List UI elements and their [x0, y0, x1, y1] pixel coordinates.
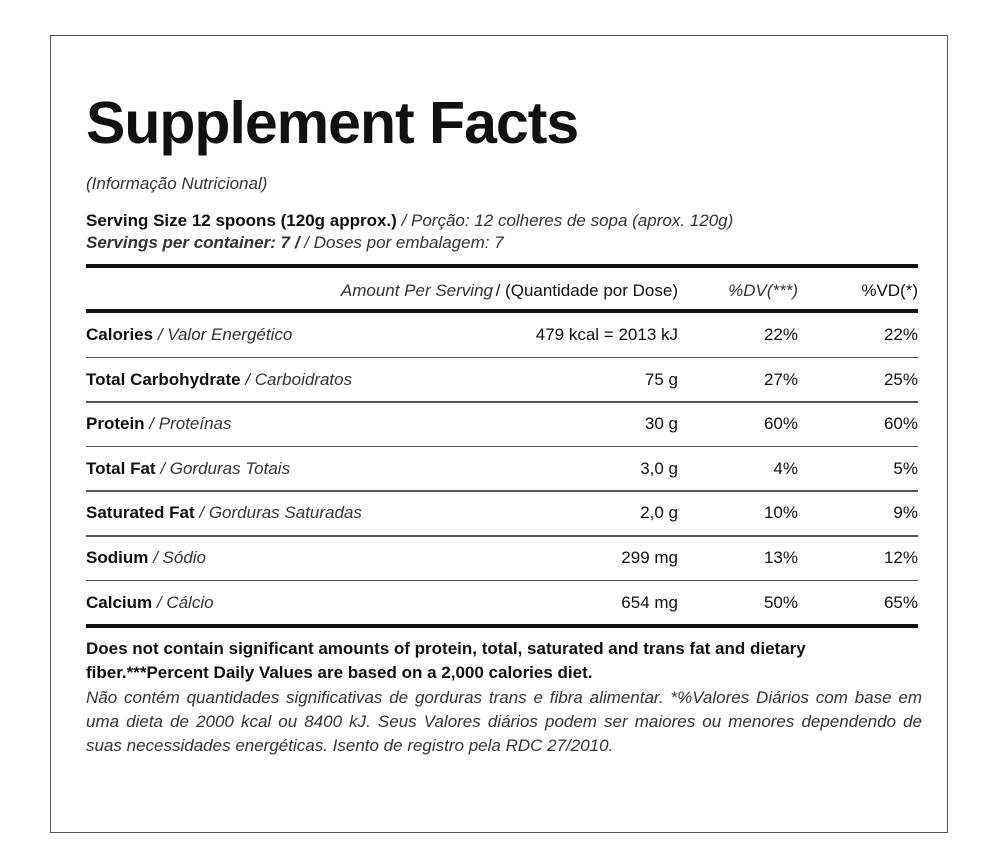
- nutrient-amount: 75 g: [644, 369, 678, 389]
- servings-per-container-en: Servings per container: 7: [86, 233, 291, 252]
- nutrient-vd: 22%: [883, 325, 918, 344]
- supplement-facts-panel: [50, 35, 948, 833]
- nutrient-dv: 22%: [763, 325, 798, 344]
- nutrient-amount: 3,0 g: [640, 458, 678, 478]
- nutrient-name-pt: / Sódio: [153, 548, 207, 567]
- nutrient-amount: 654 mg: [621, 592, 678, 612]
- footnote-en: Does not contain significant amounts of protein, total, saturated and trans fat and dietary fiber.***Percent Daily Values are based on a 2,000 calories diet.: [86, 639, 806, 682]
- nutrient-name: [86, 503, 362, 522]
- nutrient-vd: 65%: [883, 592, 918, 612]
- nutrient-name-pt: / Gorduras Saturadas: [199, 503, 362, 523]
- table-row: [86, 358, 918, 402]
- serving-size-pt: / Porção: 12 colheres de sopa (aprox. 120g): [401, 211, 734, 230]
- nutrient-dv: 13%: [763, 548, 798, 567]
- nutrient-name: [86, 370, 352, 389]
- nutrient-name: [86, 593, 214, 612]
- header-quantity: / (Quantidade por Dose): [495, 281, 678, 300]
- nutrient-vd: 9%: [893, 503, 918, 523]
- table-row: [86, 313, 918, 357]
- nutrient-dv: 60%: [763, 414, 798, 434]
- nutrient-amount: 479 kcal = 2013 kJ: [535, 325, 678, 344]
- nutrient-name-pt: / Proteínas: [149, 414, 232, 434]
- nutrient-name-en: Calcium: [86, 592, 153, 612]
- nutrient-dv: 27%: [763, 369, 798, 389]
- nutrient-name-en: Total Carbohydrate: [86, 369, 241, 389]
- serving-info: [86, 210, 733, 254]
- nutrient-amount: 299 mg: [621, 548, 678, 567]
- table-row: [86, 447, 918, 491]
- header-dv: %DV(***): [728, 281, 798, 300]
- servings-per-container-line: Servings per container: 7 / / Doses por embalagem: 7: [86, 233, 504, 252]
- nutrient-name-pt: / Gorduras Totais: [160, 458, 291, 478]
- nutrient-name-en: Protein: [86, 414, 145, 434]
- nutrient-name: [86, 459, 290, 478]
- nutrient-name-pt: / Valor Energético: [157, 325, 293, 344]
- nutrient-name: [86, 325, 292, 344]
- nutrient-vd: 60%: [883, 414, 918, 434]
- nutrient-vd: 12%: [883, 548, 918, 567]
- nutrient-vd: 5%: [893, 458, 918, 478]
- nutrient-name: [86, 548, 206, 567]
- table-row: [86, 402, 918, 446]
- nutrient-dv: 4%: [773, 458, 798, 478]
- nutrient-name-en: Total Fat: [86, 458, 156, 478]
- thick-divider: [86, 264, 918, 268]
- nutrient-name-pt: / Cálcio: [156, 592, 214, 612]
- nutrient-amount: 2,0 g: [640, 503, 678, 523]
- serving-size-line: [86, 210, 733, 232]
- page-title: Supplement Facts: [86, 90, 579, 156]
- table-row: [86, 581, 918, 625]
- servings-per-container-pt: / Doses por embalagem: 7: [304, 233, 504, 252]
- nutrient-name-en: Sodium: [86, 548, 149, 567]
- nutrient-dv: 10%: [763, 503, 798, 523]
- table-row: [86, 536, 918, 580]
- nutrient-vd: 25%: [883, 369, 918, 389]
- thick-divider: [86, 624, 918, 628]
- nutrient-name-en: Calories: [86, 325, 154, 344]
- serving-size-en: Serving Size 12 spoons (120g approx.): [86, 211, 397, 230]
- nutrient-name-en: Saturated Fat: [86, 503, 195, 523]
- header-amount: Amount Per Serving: [340, 281, 493, 300]
- nutrient-name-pt: / Carboidratos: [245, 369, 353, 389]
- table-header: [86, 276, 918, 306]
- nutrient-amount: 30 g: [644, 414, 678, 434]
- subtitle: (Informação Nutricional): [86, 174, 268, 193]
- footnote-pt: Não contém quantidades significativas de gorduras trans e fibra alimentar. *%Valores Diários com base em uma dieta de 2000 kcal ou 8400 kJ. Seus Valores diários podem ser maiores ou menores dependendo de suas necessidades energéticas. Isento de registro pela RDC 27/2010.: [86, 688, 922, 755]
- table-row: [86, 491, 918, 535]
- nutrient-dv: 50%: [763, 592, 798, 612]
- header-vd: %VD(*): [861, 281, 918, 300]
- nutrient-name: [86, 414, 232, 433]
